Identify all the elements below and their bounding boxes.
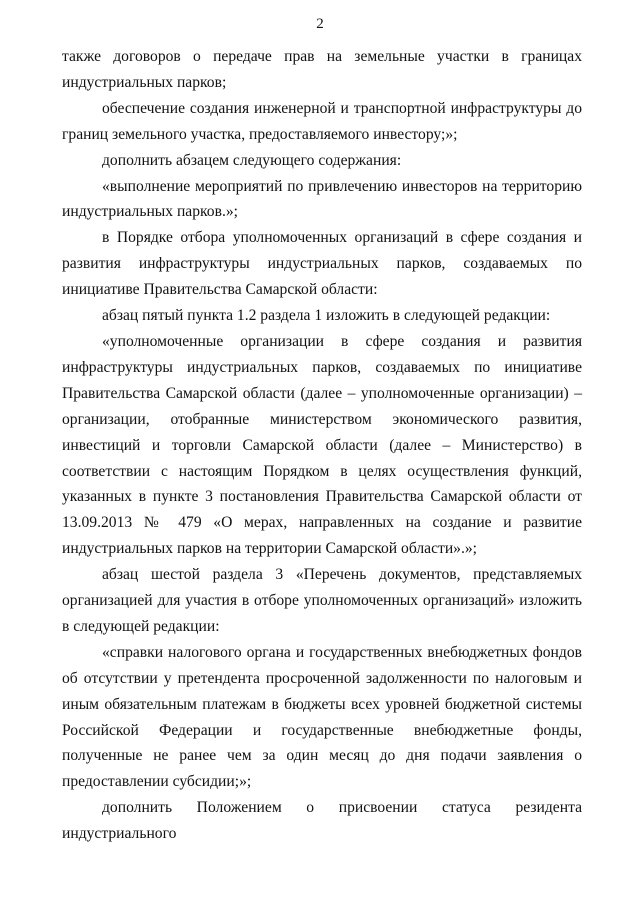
paragraph: «справки налогового органа и государственных внебюджетных фондов об отсутствии у претендента просроченной задолженности по налоговым и иным обязательным платежам в бюджеты всех уровней бюджетной системы Российской Федерации и государственные внебюджетные фонды, полученные не ранее чем за один месяц до дня подачи заявления о предоставлении субсидии;»; bbox=[62, 643, 582, 791]
paragraph-continues: дополнить Положением о присвоении статуса резидента индустриального bbox=[62, 799, 582, 843]
body-text bbox=[62, 44, 582, 847]
paragraph: «уполномоченные организации в сфере создания и развития инфраструктуры индустриальных парков, создаваемых по инициативе Правительства Самарской области (далее – уполномоченные организации) – организации, отобранные министерством экономического развития, инвестиций и торговли Самарской области (далее – Министерство) в соответствии с настоящим Порядком в целях осуществления функций, указанных в пункте 3 постановления Правительства Самарской области от 13.09.2013 № 479 «О мерах, направленных на создание и развитие индустриальных парков на территории Самарской области».»; bbox=[62, 332, 582, 558]
paragraph: в Порядке отбора уполномоченных организаций в сфере создания и развития инфраструктуры индустриальных парков, создаваемых по инициативе Правительства Самарской области: bbox=[62, 229, 582, 299]
paragraph: «выполнение мероприятий по привлечению инвесторов на территорию индустриальных парков.»; bbox=[62, 177, 582, 221]
paragraph: дополнить абзацем следующего содержания: bbox=[102, 151, 402, 169]
page-number: 2 bbox=[316, 16, 324, 32]
paragraph: абзац шестой раздела 3 «Перечень документов, представляемых организацией для участия в отборе уполномоченных организаций» изложить в следующей редакции: bbox=[62, 566, 582, 635]
paragraph: обеспечение создания инженерной и транспортной инфраструктуры до границ земельного участка, предоставляемого инвестору;»; bbox=[62, 99, 582, 143]
paragraph: абзац пятый пункта 1.2 раздела 1 изложить в следующей редакции: bbox=[102, 307, 551, 325]
paragraph-continuation: также договоров о передаче прав на земельные участки в границах индустриальных парков; bbox=[62, 48, 582, 91]
